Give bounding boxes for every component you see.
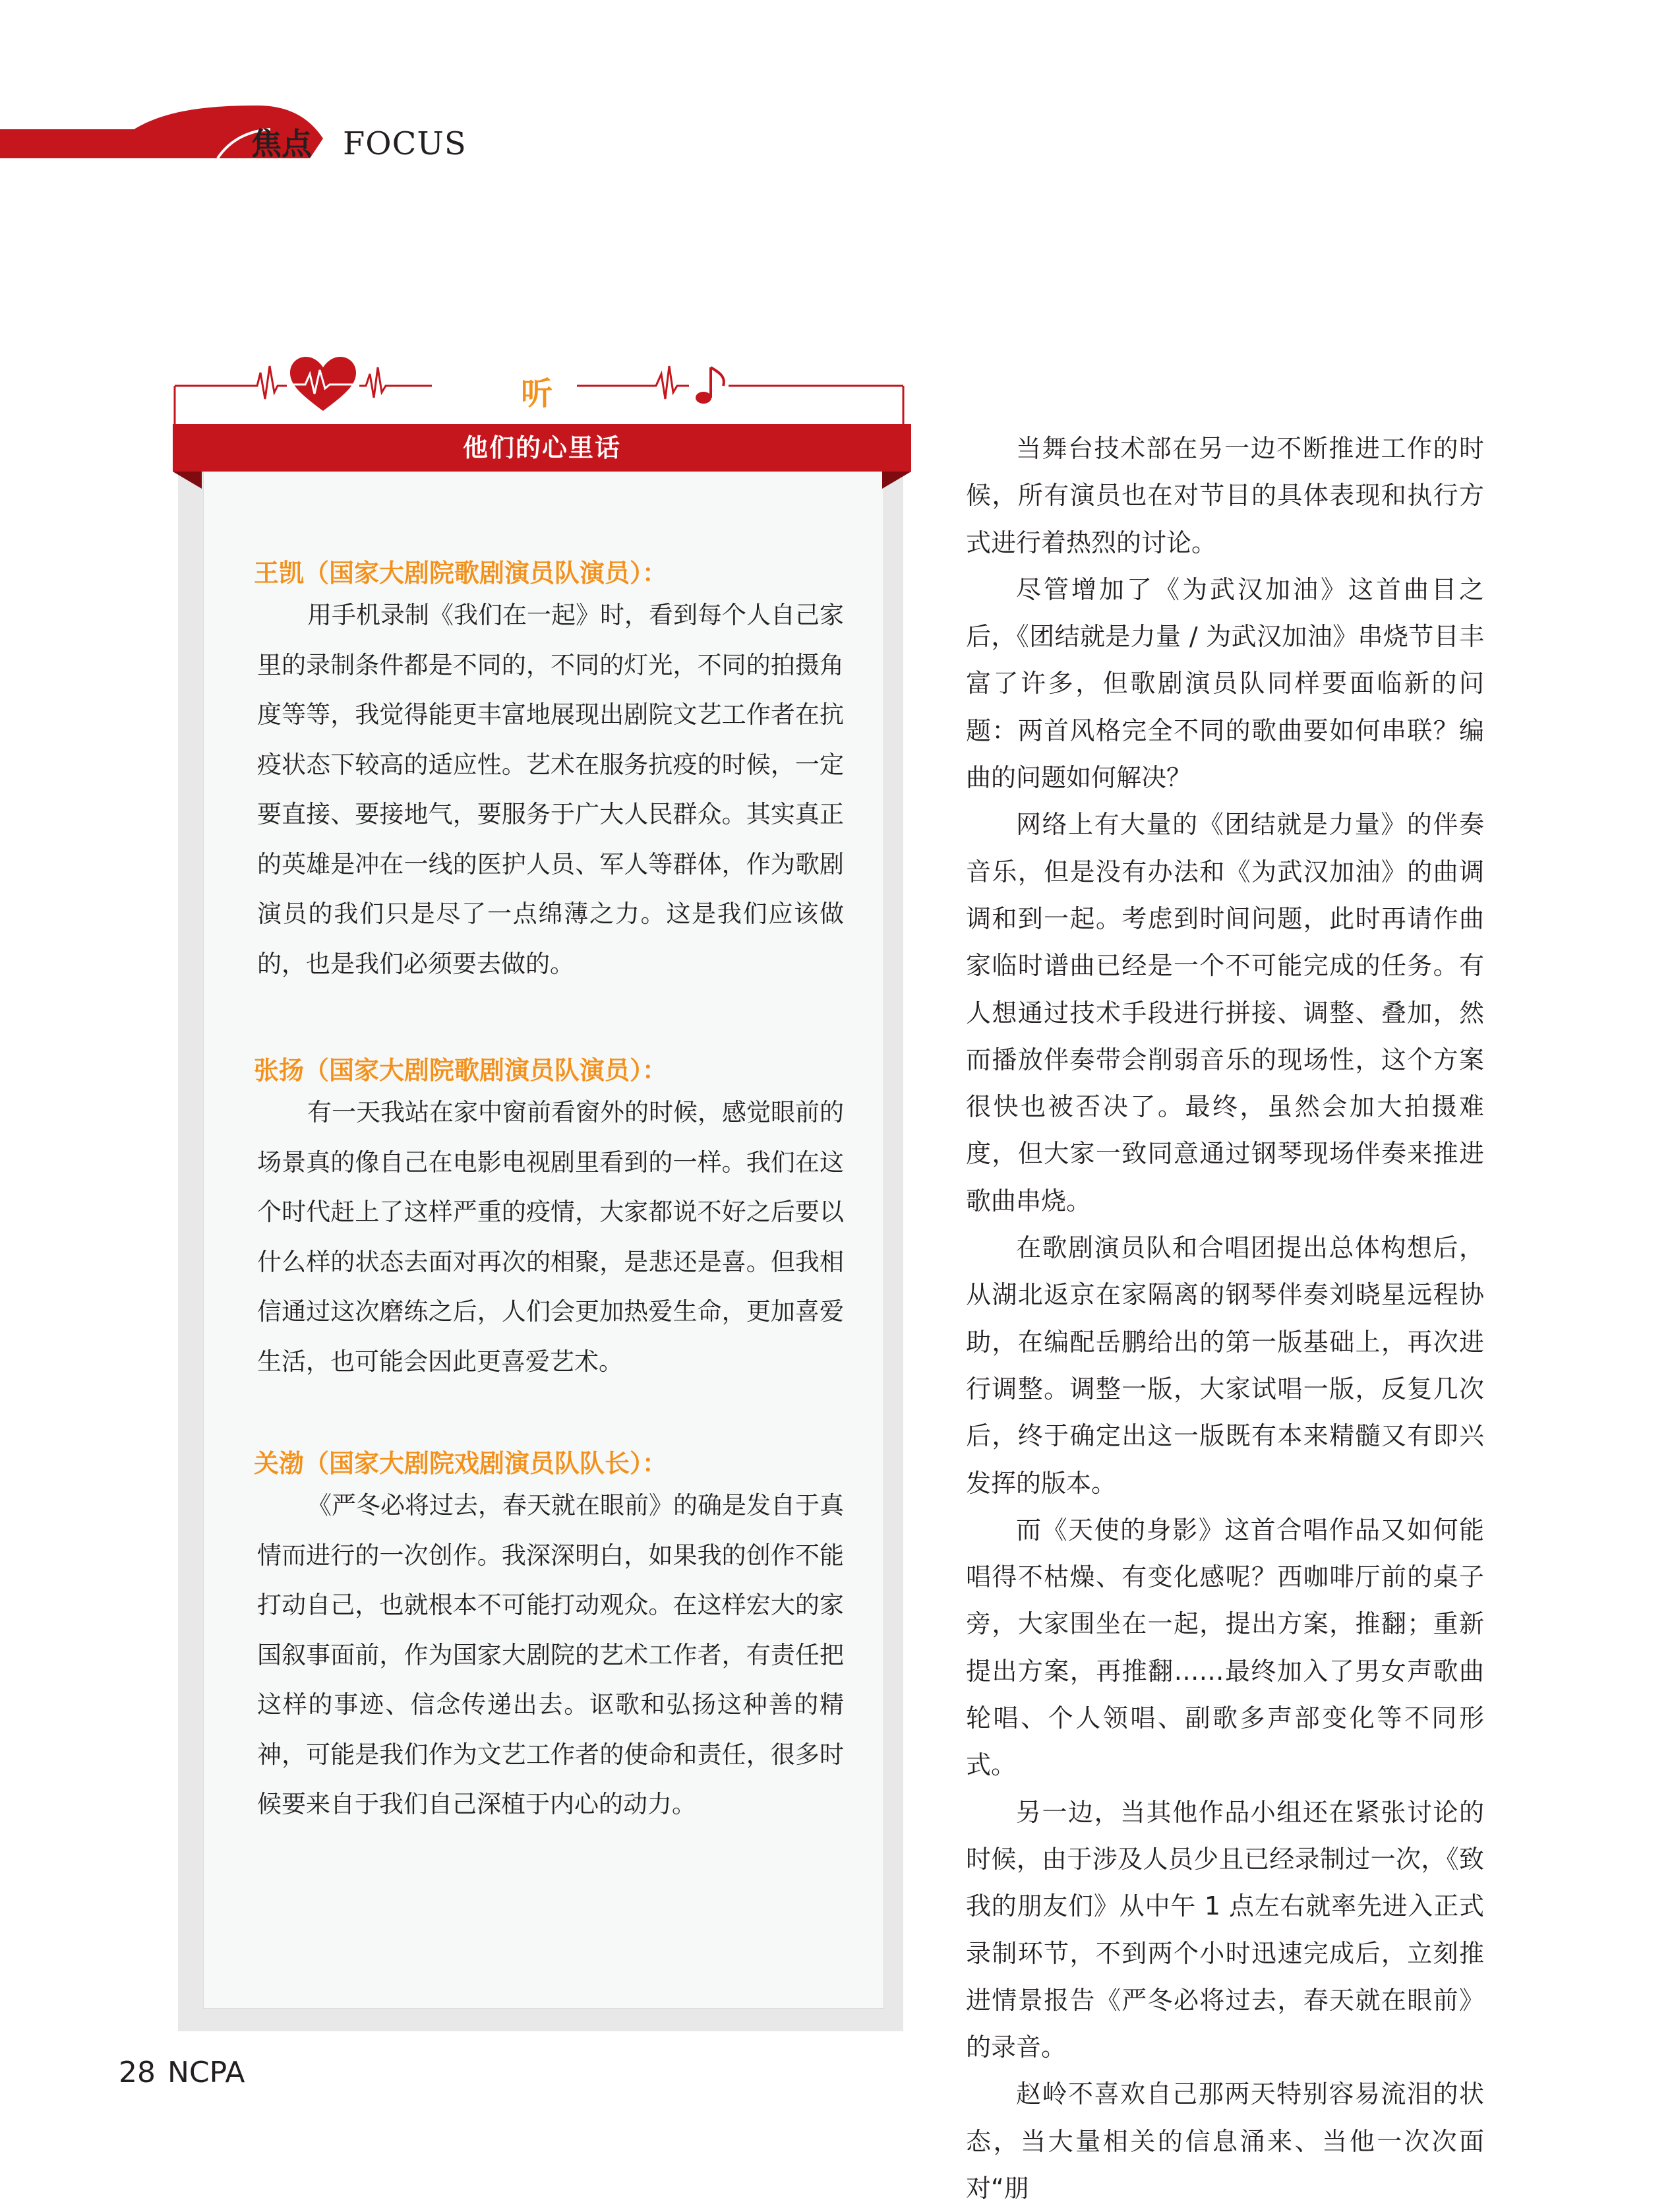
quote-speaker: 王凯（国家大剧院歌剧演员队演员）：	[254, 559, 668, 588]
article-paragraph: 在歌剧演员队和合唱团提出总体构想后，从湖北返京在家隔离的钢琴伴奏刘晓星远程协助，在编配岳鹏给出的第一版基础上，再次进行调整。调整一版，大家试唱一版，反复几次后，终于确定出这一版既有本来精髓又有即兴发挥的版本。	[966, 1233, 1484, 1498]
quote-speaker: 关渤（国家大剧院戏剧演员队队长）：	[254, 1449, 668, 1478]
section-label-en: FOCUS	[343, 125, 467, 162]
ribbon-fold-right	[882, 472, 911, 489]
header-swoosh	[0, 99, 369, 165]
section-label-cn: 焦点	[251, 126, 312, 162]
article-paragraph: 另一边，当其他作品小组还在紧张讨论的时候，由于涉及人员少且已经录制过一次，《致我的朋友们》从中午 1 点左右就率先进入正式录制环节，不到两个小时迅速完成后，立刻推进情景报告《严冬必将过去，春天就在眼前》的录音。	[966, 1797, 1484, 2062]
article-paragraph: 而《天使的身影》这首合唱作品又如何能唱得不枯燥、有变化感呢？西咖啡厅前的桌子旁，大家围坐在一起，提出方案，推翻；重新提出方案，再推翻……最终加入了男女声歌曲轮唱、个人领唱、副歌多声部变化等不同形式。	[966, 1515, 1484, 1780]
music-note-icon	[696, 367, 724, 404]
listen-label: 听	[521, 375, 553, 412]
article-paragraph: 网络上有大量的《团结就是力量》的伴奏音乐，但是没有办法和《为武汉加油》的曲调调和到一起。考虑到时间问题，此时再请作曲家临时谱曲已经是一个不可能完成的任务。有人想通过技术手段进行拼接、调整、叠加，然而播放伴奏带会削弱音乐的现场性，这个方案很快也被否决了。最终，虽然会加大拍摄难度，但大家一致同意通过钢琴现场伴奏来推进歌曲串烧。	[966, 810, 1484, 1215]
publication-name: NCPA	[167, 2056, 245, 2089]
quote-text: 《严冬必将过去，春天就在眼前》的确是发自于真情而进行的一次创作。我深深明白，如果我的创作不能打动自己，也就根本不可能打动观众。在这样宏大的家国叙事面前，作为国家大剧院的艺术工作者，有责任把这样的事迹、信念传递出去。讴歌和弘扬这种善的精神，可能是我们作为文艺工作者的使命和责任，很多时候要来自于我们自己深植于内心的动力。	[257, 1491, 844, 1818]
article-paragraph: 赵岭不喜欢自己那两天特别容易流泪的状态，当大量相关的信息涌来、当他一次次面对“朋	[966, 2079, 1484, 2203]
ribbon-fold-left	[173, 472, 202, 489]
quote-speaker: 张扬（国家大剧院歌剧演员队演员）：	[254, 1056, 668, 1085]
quote-text: 用手机录制《我们在一起》时，看到每个人自己家里的录制条件都是不同的，不同的灯光，不同的拍摄角度等等，我觉得能更丰富地展现出剧院文艺工作者在抗疫状态下较高的适应性。艺术在服务抗疫的时候，一定要直接、要接地气，要服务于广大人民群众。其实真正的英雄是冲在一线的医护人员、军人等群体，作为歌剧演员的我们只是尽了一点绵薄之力。这是我们应该做的，也是我们必须要去做的。	[257, 601, 844, 978]
article-paragraph: 尽管增加了《为武汉加油》这首曲目之后，《团结就是力量 / 为武汉加油》串烧节目丰富了许多，但歌剧演员队同样要面临新的问题：两首风格完全不同的歌曲要如何串联？编曲的问题如何解决？	[966, 574, 1484, 793]
article-body	[966, 425, 1484, 2212]
article-paragraph: 当舞台技术部在另一边不断推进工作的时候，所有演员也在对节目的具体表现和执行方式进行着热烈的讨论。	[966, 434, 1484, 557]
heart-icon	[290, 357, 356, 411]
sidebar-title: 他们的心里话	[462, 433, 621, 462]
page-number: 28	[119, 2056, 156, 2089]
quote-text: 有一天我站在家中窗前看窗外的时候，感觉眼前的场景真的像自己在电影电视剧里看到的一样。我们在这个时代赶上了这样严重的疫情，大家都说不好之后要以什么样的状态去面对再次的相聚，是悲还是喜。但我相信通过这次磨练之后，人们会更加热爱生命，更加喜爱生活，也可能会因此更喜爱艺术。	[257, 1098, 844, 1376]
page-footer	[119, 2056, 256, 2089]
